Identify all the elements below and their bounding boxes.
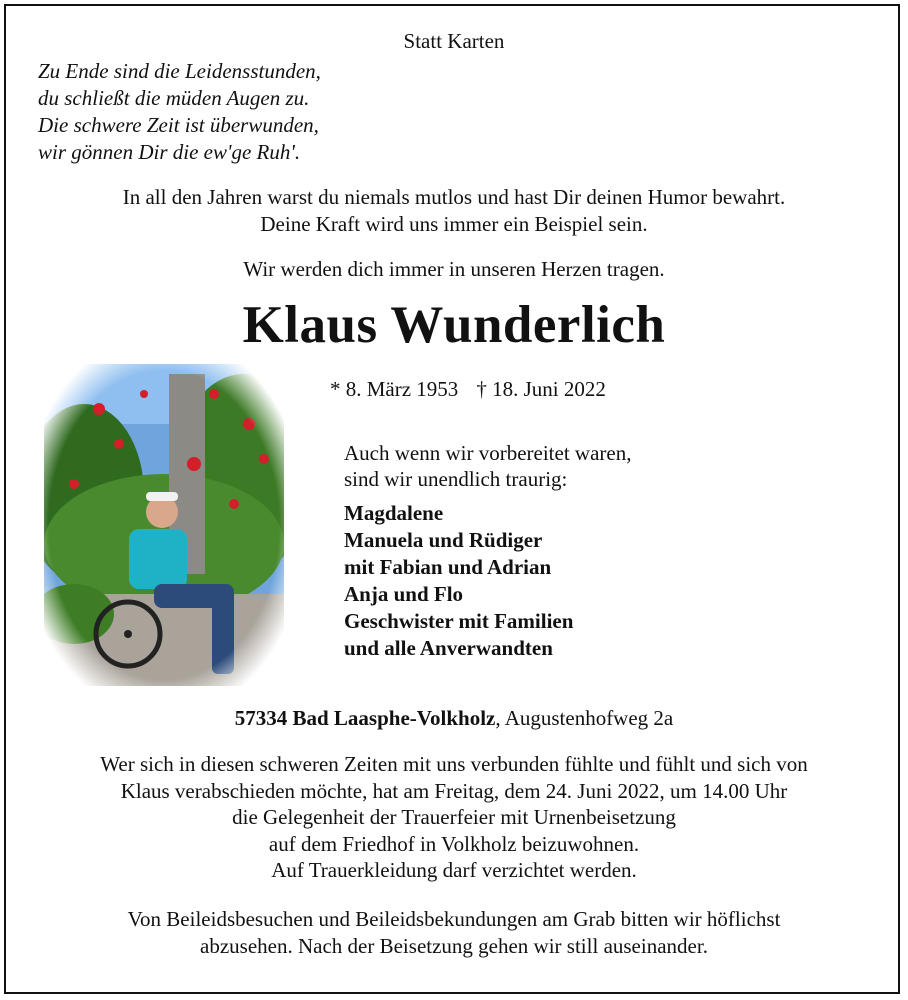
- sad-line: sind wir unendlich traurig:: [344, 467, 568, 491]
- family-member: Anja und Flo: [344, 582, 464, 606]
- ceremony-line: Auf Trauerkleidung darf verzichtet werden.: [271, 858, 637, 882]
- sad-line: Auch wenn wir vorbereitet waren,: [344, 441, 632, 465]
- ceremony-text: [0, 751, 908, 884]
- herzen-line: Wir werden dich immer in unseren Herzen tragen.: [243, 257, 665, 281]
- portrait-photo: [44, 364, 284, 686]
- ceremony-line: die Gelegenheit der Trauerfeier mit Urnenbeisetzung: [232, 805, 676, 829]
- family-member: mit Fabian und Adrian: [344, 555, 552, 579]
- ceremony-line: Klaus verabschieden möchte, hat am Freitag, dem 24. Juni 2022, um 14.00 Uhr: [120, 778, 788, 803]
- death-date: † 18. Juni 2022: [476, 377, 606, 401]
- closing-line: abzusehen. Nach der Beisetzung gehen wir still auseinander.: [200, 934, 708, 958]
- family-member: Manuela und Rüdiger: [344, 528, 543, 552]
- family-member: Geschwister mit Familien: [344, 609, 574, 633]
- statt-karten: Statt Karten: [403, 29, 505, 53]
- poem: [38, 58, 321, 166]
- address-city: 57334 Bad Laasphe-Volkholz: [234, 706, 496, 730]
- family-member: und alle Anverwandten: [344, 636, 553, 660]
- family-list: [344, 500, 573, 662]
- family-member: Magdalene: [344, 501, 444, 525]
- poem-line: Zu Ende sind die Leidensstunden,: [38, 59, 321, 83]
- closing-line: Von Beileidsbesuchen und Beileidsbekundungen am Grab bitten wir höflichst: [127, 907, 781, 931]
- intro-text: [0, 184, 908, 238]
- poem-line: wir gönnen Dir die ew'ge Ruh'.: [38, 140, 301, 164]
- sad-text: [344, 440, 631, 492]
- poem-line: Die schwere Zeit ist überwunden,: [38, 113, 319, 137]
- address-street: , Augustenhofweg 2a: [495, 706, 674, 730]
- ceremony-line: Wer sich in diesen schweren Zeiten mit uns verbunden fühlte und fühlt und sich von: [100, 752, 808, 776]
- intro-line: Deine Kraft wird uns immer ein Beispiel sein.: [260, 212, 648, 236]
- intro-line: In all den Jahren warst du niemals mutlos und hast Dir deinen Humor bewahrt.: [122, 185, 786, 209]
- address: [0, 706, 908, 731]
- birth-date: * 8. März 1953: [330, 377, 459, 401]
- ceremony-line: auf dem Friedhof in Volkholz beizuwohnen.: [268, 831, 640, 856]
- closing-text: [0, 906, 908, 960]
- deceased-name: Klaus Wunderlich: [242, 296, 666, 354]
- life-dates: [330, 377, 606, 402]
- poem-line: du schließt die müden Augen zu.: [38, 86, 310, 110]
